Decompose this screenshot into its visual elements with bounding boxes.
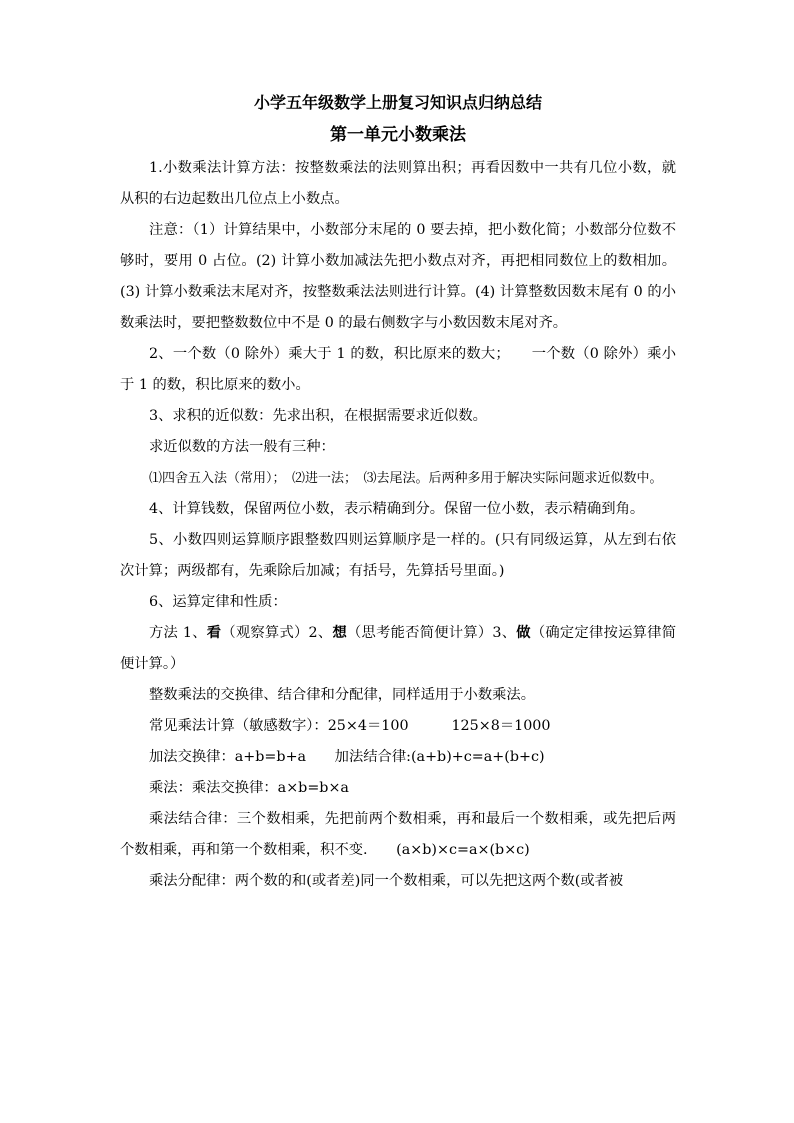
- paragraph-money: 4、计算钱数，保留两位小数，表示精确到分。保留一位小数，表示精确到角。: [149, 501, 645, 517]
- paragraph-operation-order: 5、小数四则运算顺序跟整数四则运算顺序是一样的。(只有同级运算，从左到右依次计算；两级都有，先乘除后加减；有括号，先算括号里面。): [120, 532, 676, 579]
- method-keyword-think: 想: [332, 625, 347, 641]
- unit-title: 第一单元小数乘法: [330, 125, 466, 145]
- method-step-text: （思考能否简便计算）3、: [347, 625, 517, 641]
- method-keyword-look: 看: [206, 625, 222, 641]
- paragraph-addition-laws: 加法交换律：a+b=b+a 加法结合律:(a+b)+c=a+(b+c): [149, 749, 545, 765]
- method-step-text: （确定定律按运算律简便计算。）: [120, 625, 677, 672]
- paragraph-commutative-multiplication: 乘法：乘法交换律：a×b=b×a: [149, 780, 349, 796]
- paragraph-approximation: 3、求积的近似数：先求出积，在根据需要求近似数。: [149, 408, 487, 424]
- paragraph-associative-multiplication: 乘法结合律：三个数相乘，先把前两个数相乘，再和最后一个数相乘，或先把后两个数相乘，再和第一个数相乘，积不变. (a×b)×c=a×(b×c): [120, 811, 676, 858]
- paragraph-product-size: 2、一个数（0 除外）乘大于 1 的数，积比原来的数大； 一个数（0 除外）乘小于 1 的数，积比原来的数小。: [120, 346, 676, 393]
- paragraph-laws-apply: 整数乘法的交换律、结合律和分配律，同样适用于小数乘法。: [149, 687, 536, 703]
- paragraph-approx-methods: ⑴四舍五入法（常用）； ⑵进一法； ⑶去尾法。后两种多用于解决实际问题求近似数中。: [149, 471, 663, 486]
- method-step-text: 方法 1、: [149, 625, 207, 641]
- method-step-text: （观察算式）2、: [221, 625, 333, 641]
- paragraph-distributive-law: 乘法分配律：两个数的和(或者差)同一个数相乘，可以先把这两个数(或者被: [149, 873, 624, 889]
- paragraph-multiplication-method: 1.小数乘法计算方法：按整数乘法的法则算出积；再看因数中一共有几位小数，就从积的右边起数出几位点上小数点。: [120, 160, 676, 207]
- document-title: 小学五年级数学上册复习知识点归纳总结: [253, 93, 542, 112]
- paragraph-approx-methods-intro: 求近似数的方法一般有三种：: [149, 439, 335, 455]
- paragraph-common-products: 常见乘法计算（敏感数字）：25×4＝100 125×8＝1000: [149, 718, 551, 734]
- document-page: [120, 92, 676, 897]
- paragraph-method-steps: [120, 618, 676, 680]
- method-keyword-do: 做: [516, 625, 531, 641]
- paragraph-notes: 注意：（1）计算结果中，小数部分末尾的 0 要去掉，把小数化简；小数部分位数不够时，要用 0 占位。(2) 计算小数加减法先把小数点对齐，再把相同数位上的数相加。(3) 计算小数乘法末尾对齐，按整数乘法法则进行计算。(4) 计算整数因数末尾有 0 的小数乘法时，要把整数数位中不是 0 的最右侧数字与小数因数末尾对齐。: [120, 222, 676, 331]
- paragraph-laws-heading: 6、运算定律和性质：: [149, 594, 287, 610]
